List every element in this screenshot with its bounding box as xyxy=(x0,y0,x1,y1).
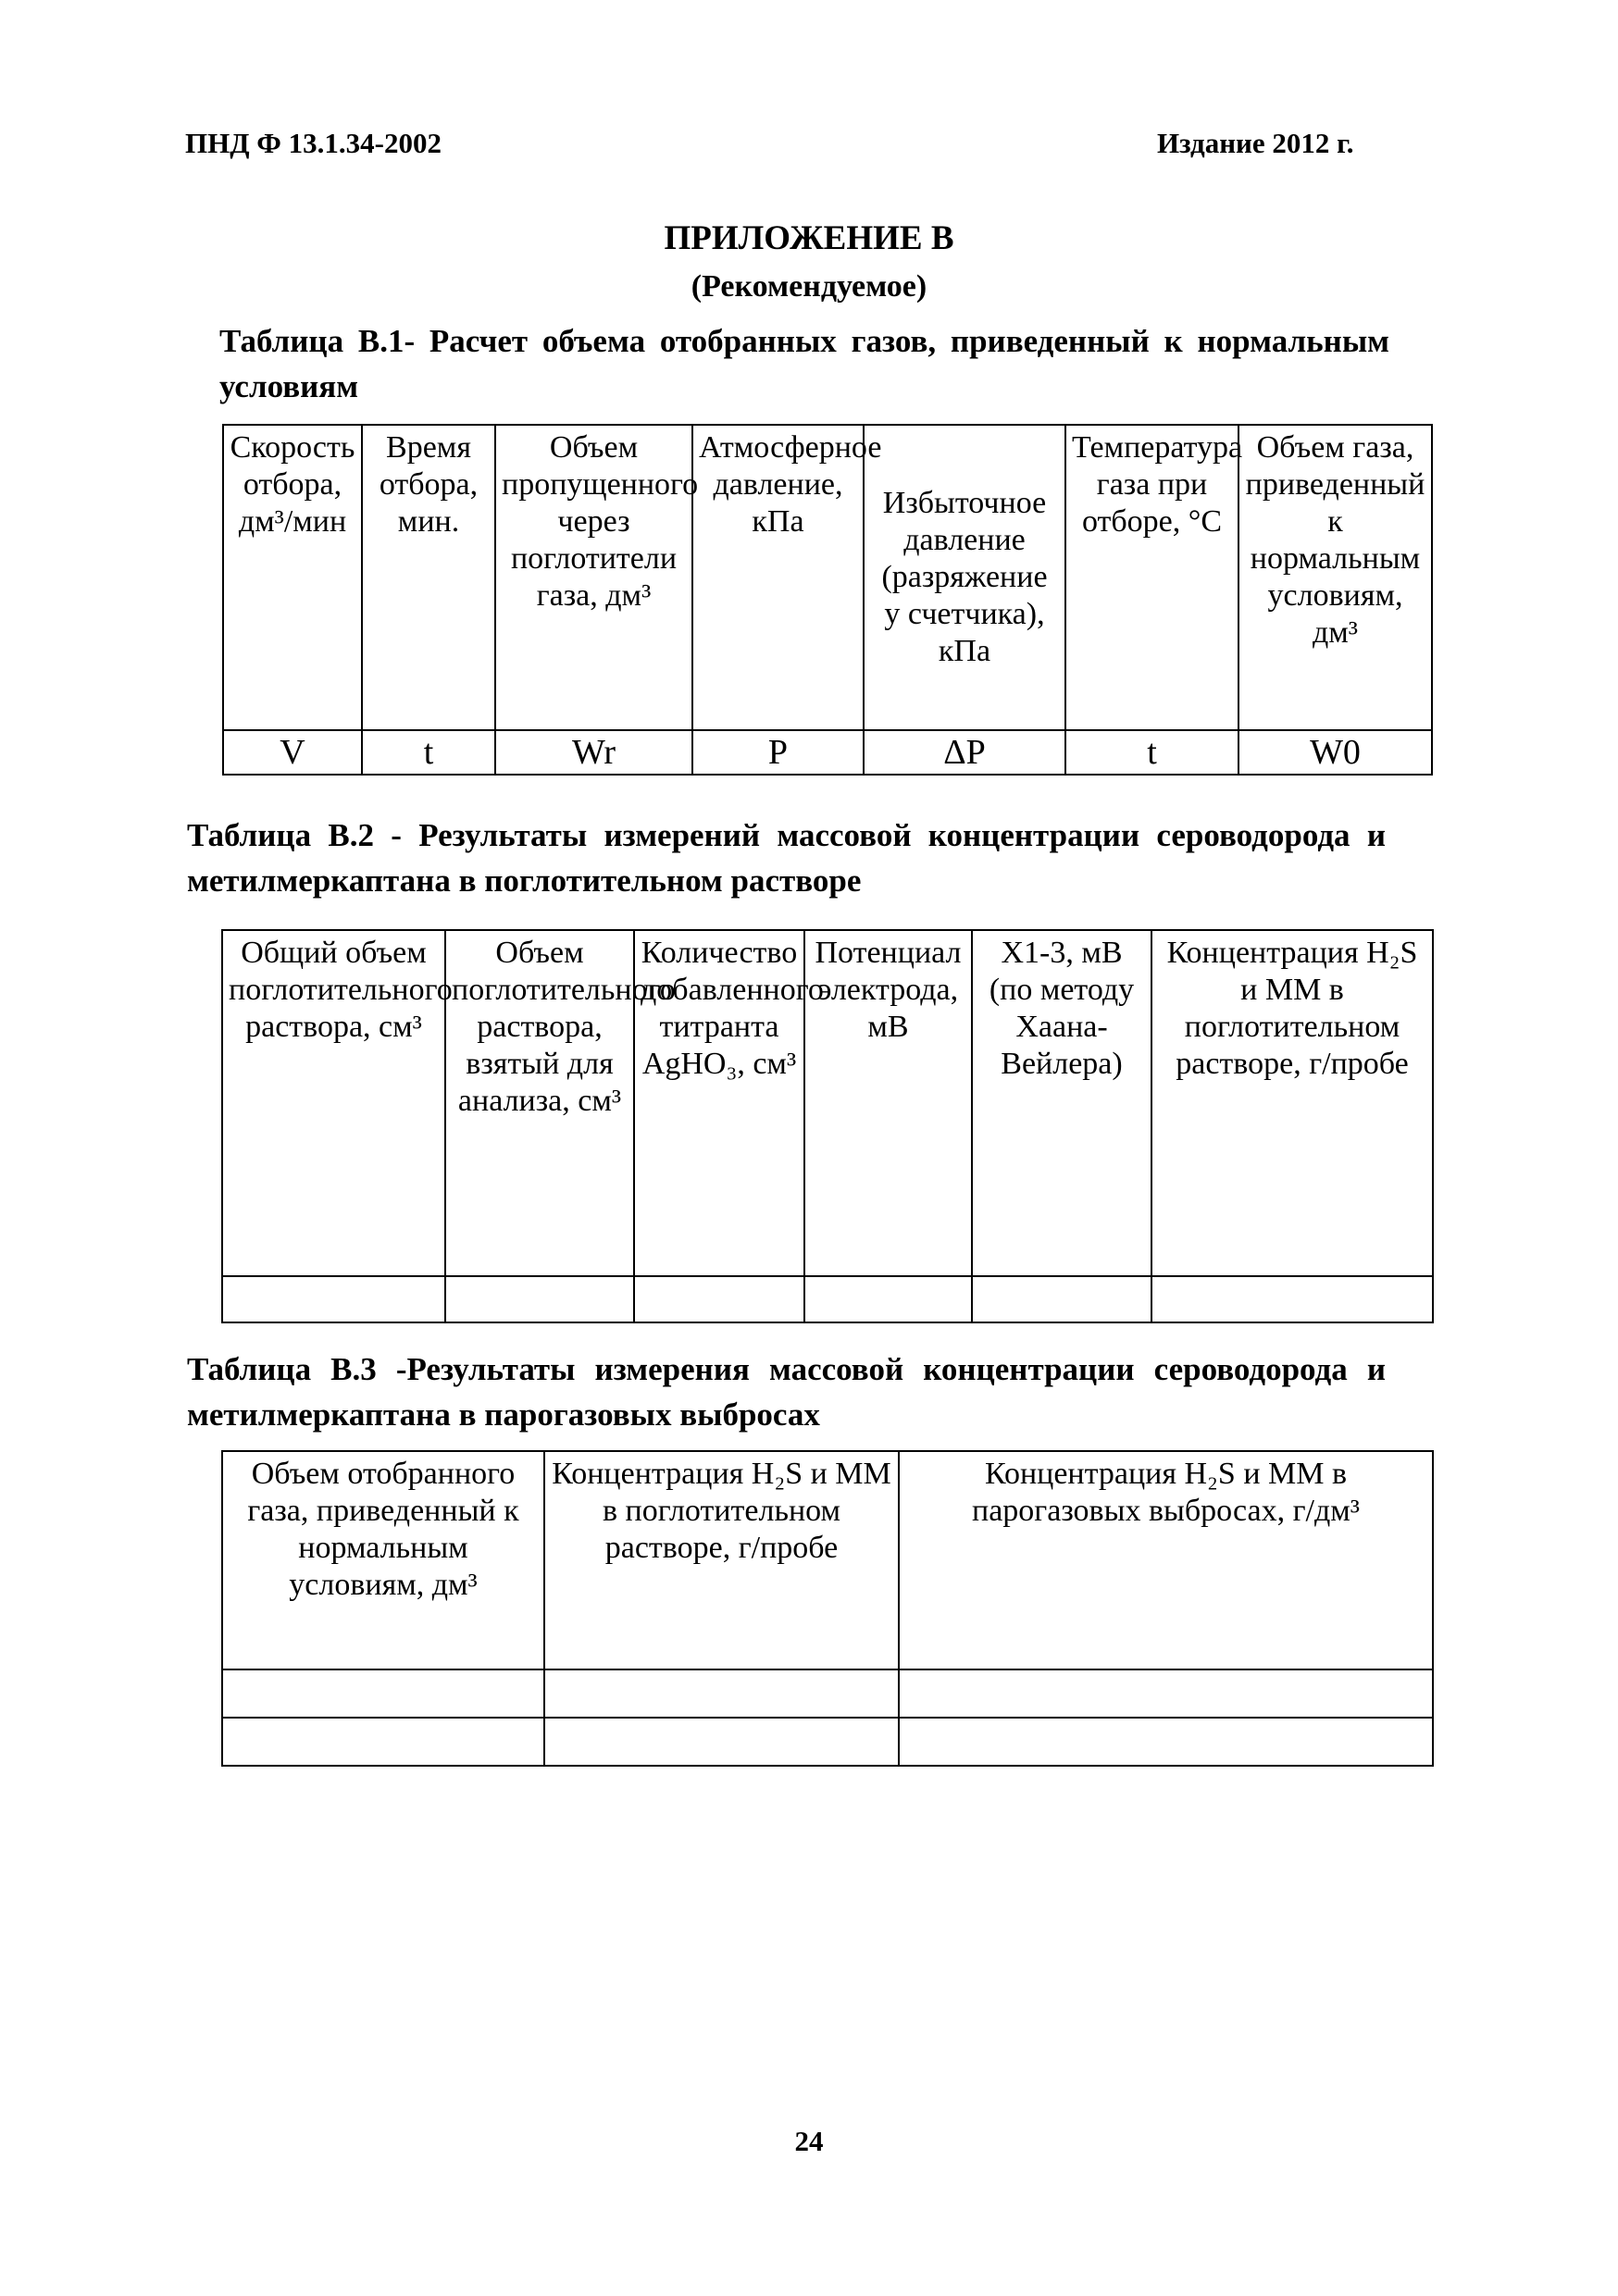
header-text: X1-3, мВ (по методу Хаана-Вейлера) xyxy=(989,936,1135,1081)
table-row xyxy=(222,1276,1433,1322)
table-header-row xyxy=(222,930,1433,1276)
empty-cell xyxy=(899,1718,1433,1766)
symbol-cell: t xyxy=(362,730,495,775)
header-cell xyxy=(222,930,453,1276)
symbol-cell: V xyxy=(223,730,362,775)
table-b3 xyxy=(221,1450,1434,1767)
header-text: Атмосферное давление, кПа xyxy=(699,430,882,539)
empty-cell xyxy=(634,1276,804,1322)
header-text: Количество добавленного титранта AgHO₃, см³ xyxy=(641,936,824,1081)
header-cell xyxy=(1151,930,1433,1276)
table3-caption: Таблица В.3 -Результаты измерения массовой концентрации сероводорода и метилмеркаптана в парогазовых выбросах xyxy=(187,1351,1386,1433)
header-cell xyxy=(362,425,495,730)
header-text: Концентрация H₂S и ММ в поглотительном растворе, г/пробе xyxy=(552,1457,891,1565)
symbol-cell: P xyxy=(692,730,864,775)
header-text: Избыточное давление (разряжение у счетчика), кПа xyxy=(881,486,1048,668)
table-b2 xyxy=(221,929,1434,1323)
header-text: Объем пропущенного через поглотители газа, дм³ xyxy=(502,430,699,613)
header-cell xyxy=(544,1451,899,1669)
header-cell xyxy=(1238,425,1432,730)
header-cell xyxy=(692,425,882,730)
empty-cell xyxy=(1151,1276,1433,1322)
table1-caption: Таблица В.1- Расчет объема отобранных газов, приведенный к нормальным условиям xyxy=(219,323,1389,404)
symbol-row xyxy=(223,730,1432,775)
empty-cell xyxy=(222,1718,544,1766)
empty-cell xyxy=(445,1276,634,1322)
symbol-cell: W0 xyxy=(1238,730,1432,775)
table2-caption: Таблица В.2 - Результаты измерений массовой концентрации сероводорода и метилмеркаптана в поглотительном растворе xyxy=(187,817,1386,899)
header-cell xyxy=(445,930,676,1276)
header-text: Температура газа при отборе, °С xyxy=(1072,430,1243,539)
header-text: Объем отобранного газа, приведенный к нормальным условиям, дм³ xyxy=(247,1457,519,1602)
header-text: Объем газа, приведенный к нормальным условиям, дм³ xyxy=(1245,430,1425,650)
header-cell xyxy=(972,930,1151,1276)
header-cell xyxy=(495,425,699,730)
header-cell xyxy=(899,1451,1433,1669)
empty-cell xyxy=(544,1669,899,1718)
header-cell xyxy=(1065,425,1243,730)
header-text: Время отбора, мин. xyxy=(379,430,479,539)
header-cell xyxy=(634,930,824,1276)
table-b1 xyxy=(222,424,1433,776)
header-text: Концентрация H₂S и ММ в парогазовых выбросах, г/дм³ xyxy=(972,1457,1360,1528)
header-cell xyxy=(864,425,1065,730)
document-code: ПНД Ф 13.1.34-2002 xyxy=(185,127,442,159)
header-cell xyxy=(804,930,972,1276)
header-text: Объем поглотительного раствора, взятый для анализа, см³ xyxy=(452,936,676,1118)
symbol-cell: ΔP xyxy=(864,730,1065,775)
appendix-subtitle: (Рекомендуемое) xyxy=(691,269,927,304)
empty-cell xyxy=(899,1669,1433,1718)
empty-cell xyxy=(804,1276,972,1322)
symbol-cell: Wr xyxy=(495,730,692,775)
empty-cell xyxy=(544,1718,899,1766)
header-text: Скорость отбора, дм³/мин xyxy=(230,430,355,539)
page-number: 24 xyxy=(794,2125,824,2157)
empty-cell xyxy=(222,1669,544,1718)
symbol-cell: t xyxy=(1065,730,1238,775)
header-text: Потенциал электрода, мВ xyxy=(815,936,962,1044)
header-text: Общий объем поглотительного раствора, см³ xyxy=(229,936,453,1044)
header-cell xyxy=(222,1451,544,1669)
table-row xyxy=(222,1669,1433,1718)
header-text: Концентрация H₂S и ММ в поглотительном растворе, г/пробе xyxy=(1166,936,1418,1081)
empty-cell xyxy=(972,1276,1151,1322)
table-row xyxy=(222,1718,1433,1766)
empty-cell xyxy=(222,1276,445,1322)
edition-label: Издание 2012 г. xyxy=(1157,127,1354,159)
table-header-row xyxy=(223,425,1432,730)
table-header-row xyxy=(222,1451,1433,1669)
appendix-title: ПРИЛОЖЕНИЕ В xyxy=(664,219,954,257)
header-cell xyxy=(223,425,362,730)
